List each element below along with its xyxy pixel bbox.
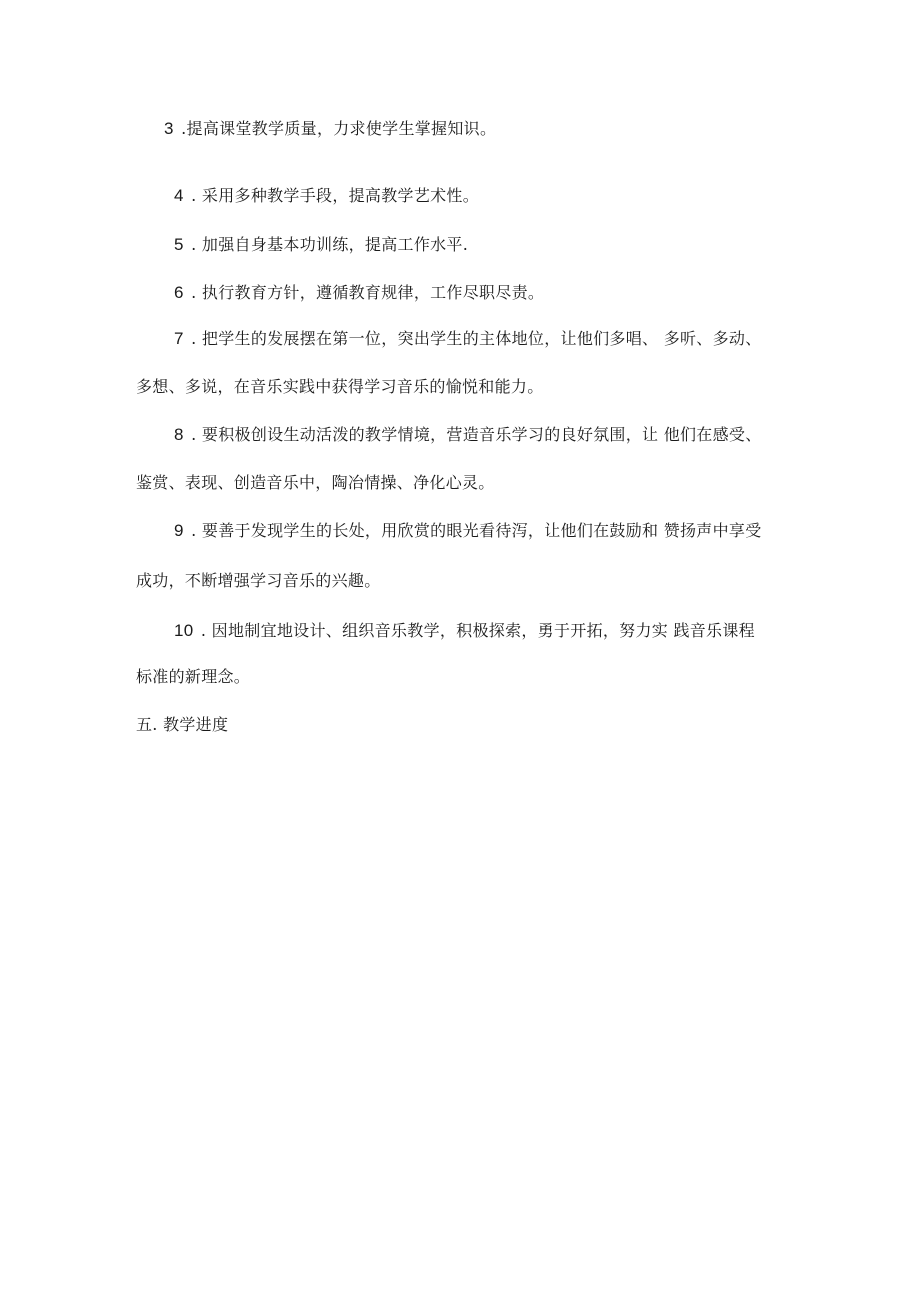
item-text: . 采用多种教学手段，提高教学艺术性。 bbox=[185, 186, 480, 205]
list-item-10 bbox=[174, 620, 755, 642]
list-item-8 bbox=[174, 424, 762, 446]
item-number: 8 bbox=[174, 425, 184, 444]
list-item-9-continuation: 成功，不断增强学习音乐的兴趣。 bbox=[136, 571, 381, 590]
item-text: . 执行教育方针，遵循教育规律，工作尽职尽责。 bbox=[185, 283, 545, 302]
list-item-6 bbox=[174, 282, 544, 304]
item-text: . 因地制宜地设计、组织音乐教学，积极探索，勇于开拓，努力实 践音乐课程 bbox=[195, 621, 755, 640]
item-number: 3 bbox=[164, 119, 174, 138]
list-item-5 bbox=[174, 234, 468, 256]
list-item-7-continuation: 多想、多说，在音乐实践中获得学习音乐的愉悦和能力。 bbox=[136, 377, 544, 396]
item-number: 9 bbox=[174, 521, 184, 540]
item-number: 7 bbox=[174, 329, 184, 348]
item-text: . 加强自身基本功训练，提高工作水平. bbox=[185, 235, 469, 254]
list-item-8-continuation: 鉴赏、表现、创造音乐中，陶冶情操、净化心灵。 bbox=[136, 473, 495, 492]
item-text: . 把学生的发展摆在第一位，突出学生的主体地位，让他们多唱、 多听、多动、 bbox=[185, 329, 762, 348]
list-item-3 bbox=[164, 118, 496, 140]
item-number: 10 bbox=[174, 621, 194, 640]
item-number: 4 bbox=[174, 186, 184, 205]
section-heading: 五. 教学进度 bbox=[136, 715, 229, 734]
item-text: . 要积极创设生动活泼的教学情境，营造音乐学习的良好氛围，让 他们在感受、 bbox=[185, 425, 762, 444]
item-text: .提高课堂教学质量，力求使学生掌握知识。 bbox=[175, 119, 497, 138]
list-item-10-continuation: 标准的新理念。 bbox=[136, 667, 251, 686]
item-number: 5 bbox=[174, 235, 184, 254]
list-item-4 bbox=[174, 185, 479, 207]
list-item-7 bbox=[174, 328, 762, 350]
item-number: 6 bbox=[174, 283, 184, 302]
item-text: . 要善于发现学生的长处，用欣赏的眼光看待泻，让他们在鼓励和 赞扬声中享受 bbox=[185, 521, 762, 540]
list-item-9 bbox=[174, 520, 762, 542]
